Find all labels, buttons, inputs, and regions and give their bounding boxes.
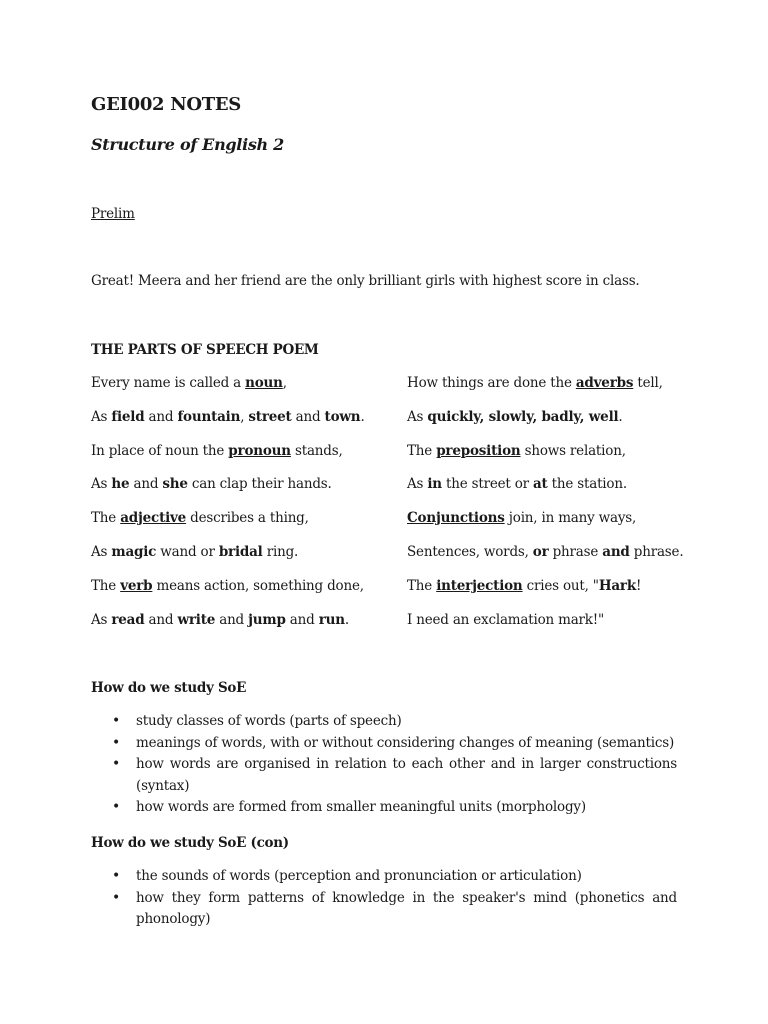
- poem-left-line-1: Every name is called a noun,: [91, 375, 287, 391]
- poem-left-line-6: As magic wand or bridal ring.: [91, 544, 299, 560]
- document-title: GEI002 NOTES: [91, 94, 241, 115]
- list-item: • how words are organised in relation to each other and in larger constructions (syntax): [91, 754, 677, 797]
- document-subtitle: Structure of English 2: [91, 135, 284, 154]
- poem-right-line-6: Sentences, words, or phrase and phrase.: [407, 544, 684, 560]
- study-con-heading: How do we study SoE (con): [91, 835, 289, 851]
- poem-left-line-7: The verb means action, something done,: [91, 578, 364, 594]
- poem-left-line-8: As read and write and jump and run.: [91, 612, 349, 628]
- list-item: • how words are formed from smaller meaningful units (morphology): [91, 797, 677, 819]
- poem-right-line-1: How things are done the adverbs tell,: [407, 375, 663, 391]
- intro-sentence: Great! Meera and her friend are the only brilliant girls with highest score in class.: [91, 273, 640, 289]
- poem-right-line-3: The preposition shows relation,: [407, 443, 626, 459]
- poem-right-line-7: The interjection cries out, "Hark!: [407, 578, 642, 594]
- poem-right-line-8: I need an exclamation mark!": [407, 612, 605, 628]
- poem-right-line-4: As in the street or at the station.: [407, 476, 627, 492]
- poem-left-line-4: As he and she can clap their hands.: [91, 476, 332, 492]
- study-list: [91, 711, 677, 819]
- section-label-prelim: Prelim: [91, 206, 135, 222]
- study-con-list: [91, 866, 677, 931]
- list-item: • study classes of words (parts of speech): [91, 711, 677, 733]
- poem-right-line-2: As quickly, slowly, badly, well.: [407, 409, 623, 425]
- study-heading: How do we study SoE: [91, 680, 247, 696]
- list-item: • how they form patterns of knowledge in the speaker's mind (phonetics and phonology): [91, 888, 677, 931]
- list-item: • meanings of words, with or without considering changes of meaning (semantics): [91, 733, 677, 755]
- poem-left-line-5: The adjective describes a thing,: [91, 510, 309, 526]
- list-item: • the sounds of words (perception and pronunciation or articulation): [91, 866, 677, 888]
- poem-right-line-5: Conjunctions join, in many ways,: [407, 510, 637, 526]
- poem-heading: THE PARTS OF SPEECH POEM: [91, 342, 319, 358]
- poem-left-line-2: As field and fountain, street and town.: [91, 409, 365, 425]
- poem-left-line-3: In place of noun the pronoun stands,: [91, 443, 343, 459]
